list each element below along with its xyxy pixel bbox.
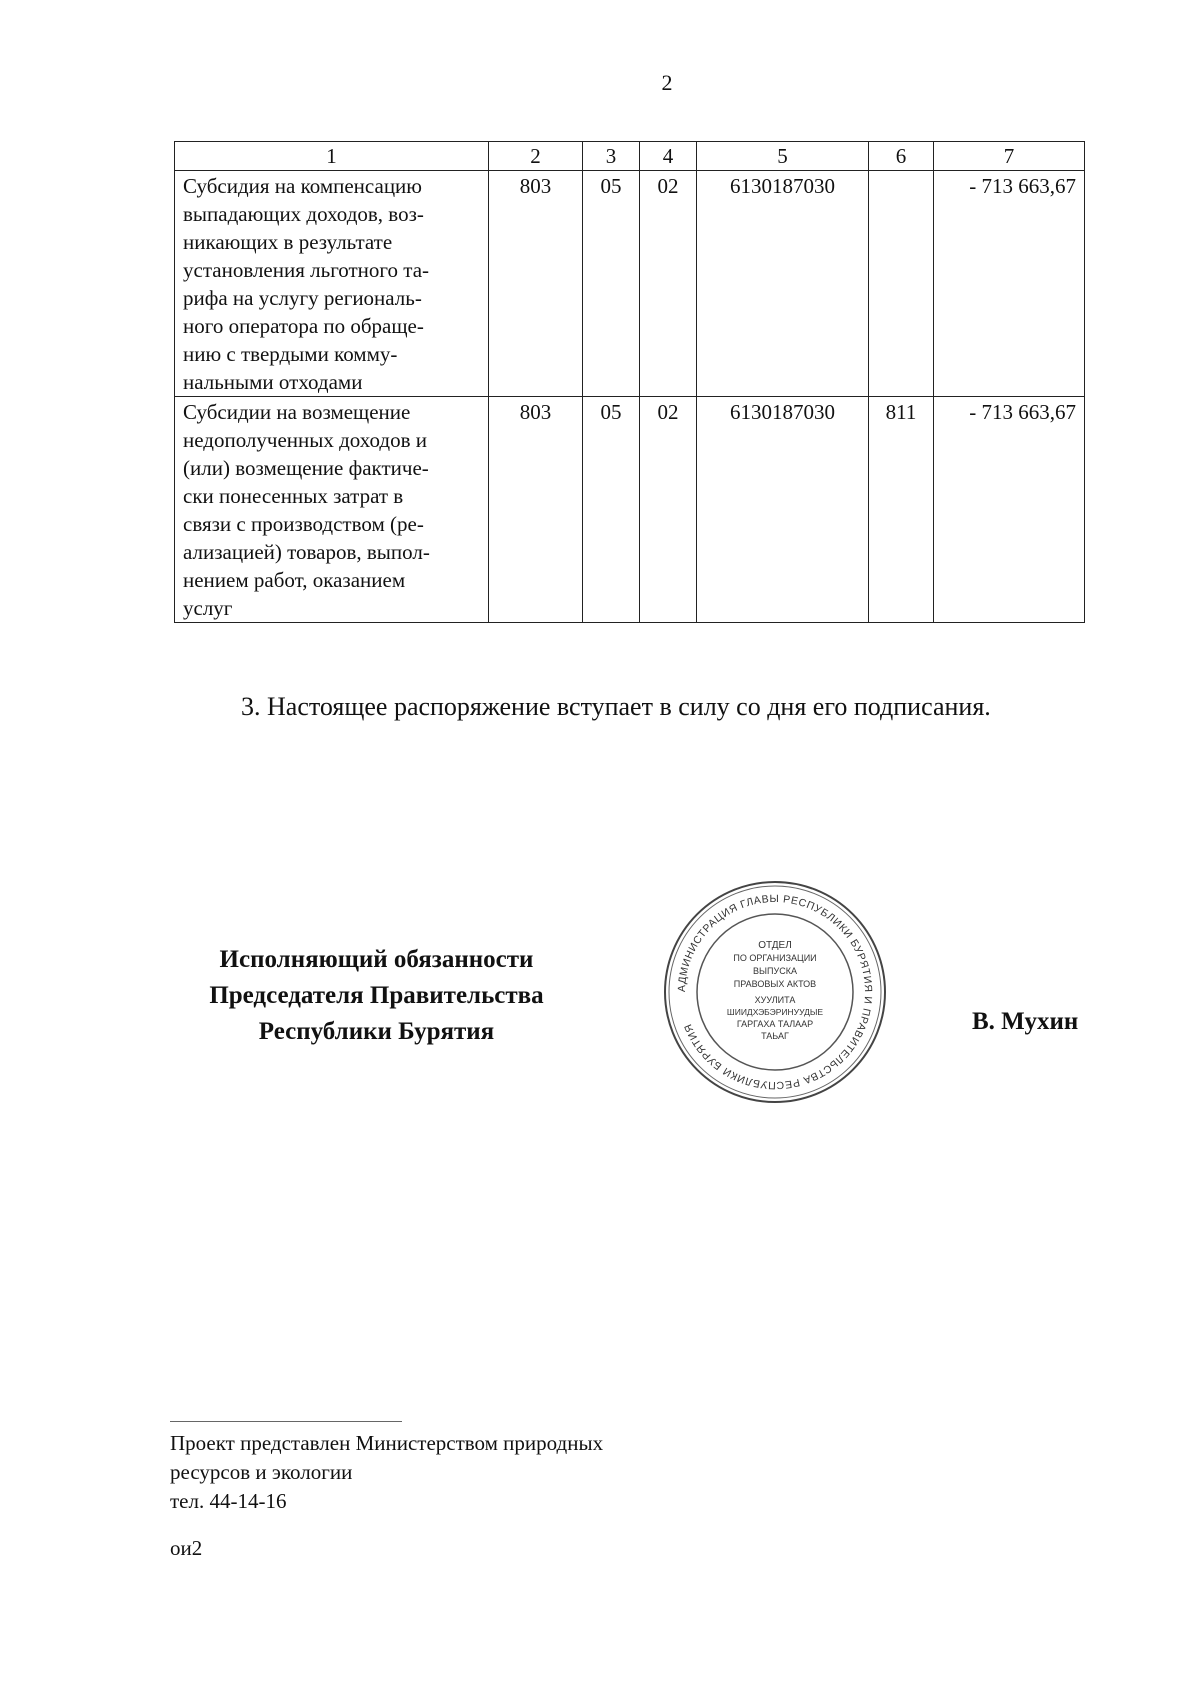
seal-line: ХУУЛИТА [754,995,796,1005]
signer-title-line: Председателя Правительства [209,982,544,1009]
signer-title [158,942,595,1050]
section-cell: 05 [583,397,640,623]
document-code: ои2 [170,1536,203,1560]
row-name-line: Субсидии на возмещение [183,400,411,424]
ministry-code-cell: 803 [489,397,583,623]
row-name-line: установления льготного та- [183,258,430,282]
footnote-divider [170,1421,402,1422]
signer-title-line: Республики Бурятия [258,1018,495,1045]
table-row [175,171,1085,397]
svg-text:АДМИНИСТРАЦИЯ ГЛАВЫ РЕСПУБЛИКИ [676,893,874,1091]
amount-cell: - 713 663,67 [934,171,1085,397]
expense-type-cell: 811 [869,397,934,623]
subsection-cell: 02 [640,171,697,397]
table-row [175,397,1085,623]
row-name-line: нию с твердыми комму- [183,342,398,366]
footer-line: Проект представлен Министерством природных [170,1431,604,1455]
row-name-line: нальными отходами [183,370,363,394]
column-number-6: 6 [869,142,934,171]
signer-title-line: Исполняющий обязанности [219,946,534,973]
official-seal-stamp [661,878,889,1106]
subsection-cell: 02 [640,397,697,623]
expense-type-cell [869,171,934,397]
row-name-cell [175,397,489,623]
footer-line: ресурсов и экологии [170,1460,353,1484]
row-name-line: ного оператора по обраще- [183,314,424,338]
column-number-7: 7 [934,142,1085,171]
column-number-3: 3 [583,142,640,171]
section-cell: 05 [583,171,640,397]
row-name-cell [175,171,489,397]
page-number: 2 [661,70,673,95]
effective-date-clause: 3. Настоящее распоряжение вступает в силу со дня его подписания. [241,692,991,721]
row-name-line: нением работ, оказанием [183,568,406,592]
seal-line: ОТДЕЛ [758,940,792,951]
row-name-line: услуг [183,596,233,620]
column-number-2: 2 [489,142,583,171]
row-name-line: ализацией) товаров, выпол- [183,540,430,564]
seal-line: ПО ОРГАНИЗАЦИИ [733,953,817,963]
row-name-line: никающих в результате [183,230,393,254]
signer-name: В. Мухин [972,1008,1079,1035]
row-name-line: ски понесенных затрат в [183,484,404,508]
column-number-1: 1 [175,142,489,171]
seal-line: ГАРГАХА ТАЛААР [736,1019,814,1029]
row-name-line: недополученных доходов и [183,428,427,452]
row-name-line: связи с производством (ре- [183,512,424,536]
seal-line: ШИИДХЭБЭРИНУУДЫЕ [726,1007,824,1017]
column-number-4: 4 [640,142,697,171]
target-item-cell: 6130187030 [697,171,869,397]
row-name-line: (или) возмещение фактиче- [183,456,429,480]
target-item-cell: 6130187030 [697,397,869,623]
seal-line: ВЫПУСКА [753,966,797,976]
budget-table [174,141,1085,623]
seal-outer-text: АДМИНИСТРАЦИЯ ГЛАВЫ РЕСПУБЛИКИ БУРЯТИЯ И ПРАВИТЕЛЬСТВА РЕСПУБЛИКИ БУРЯТИЯ [675,892,875,1092]
column-number-5: 5 [697,142,869,171]
row-name-line: рифа на услугу региональ- [183,286,422,310]
table-header-row [175,142,1085,171]
row-name-line: выпадающих доходов, воз- [183,202,424,226]
footer-phone: тел. 44-14-16 [170,1489,287,1513]
seal-line: ПРАВОВЫХ АКТОВ [733,979,817,989]
amount-cell: - 713 663,67 [934,397,1085,623]
row-name-line: Субсидия на компенсацию [183,174,422,198]
footer-note [170,1429,603,1516]
ministry-code-cell: 803 [489,171,583,397]
seal-line: ТАЬАГ [761,1031,789,1041]
